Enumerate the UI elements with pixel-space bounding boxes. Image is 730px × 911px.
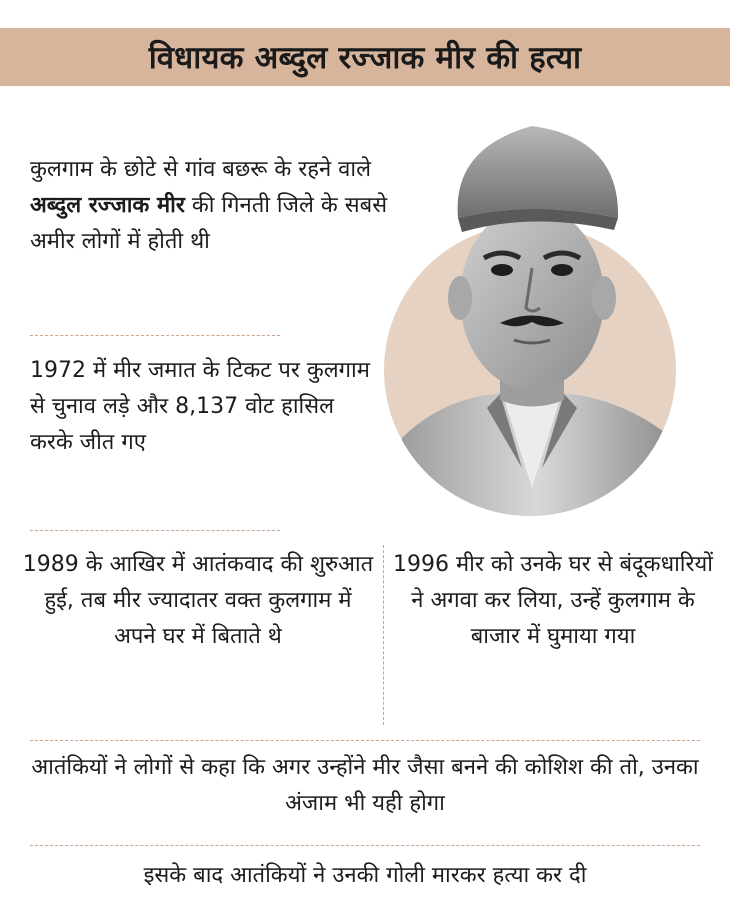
divider	[30, 845, 700, 846]
conclusion-paragraph: इसके बाद आतंकियों ने उनकी गोली मारकर हत्या कर दी	[143, 863, 587, 888]
militancy-paragraph: 1989 के आखिर में आतंकवाद की शुरुआत हुई, तब मीर ज्यादातर वक्त कुलगाम में अपने घर में बिताते थे	[22, 552, 374, 649]
abduction-paragraph: 1996 मीर को उनके घर से बंदूकधारियों ने अगवा कर लिया, उन्हें कुलगाम के बाजार में घुमाया गया	[393, 552, 713, 649]
name-highlight: अब्दुल रज्जाक मीर	[30, 193, 185, 218]
title-banner	[0, 28, 730, 86]
page-title: विधायक अब्दुल रज्जाक मीर की हत्या	[148, 40, 582, 76]
intro-text-end: की गिनती जिले के सबसे अमीर लोगों में होती थी	[30, 193, 388, 254]
divider	[30, 530, 280, 531]
intro-paragraph	[30, 152, 400, 260]
election-paragraph: 1972 में मीर जमात के टिकट पर कुलगाम से चुनाव लड़े और 8,137 वोट हासिल करके जीत गए	[30, 358, 370, 455]
divider	[30, 740, 700, 741]
intro-text-start: कुलगाम के छोटे से गांव बछरू के रहने वाले	[30, 157, 372, 182]
warning-paragraph: आतंकियों ने लोगों से कहा कि अगर उन्होंने मीर जैसा बनने की कोशिश की तो, उनका अंजाम भी यही होगा	[31, 755, 699, 816]
vertical-divider	[383, 545, 384, 725]
portrait-photo	[382, 108, 712, 528]
divider	[30, 335, 280, 336]
